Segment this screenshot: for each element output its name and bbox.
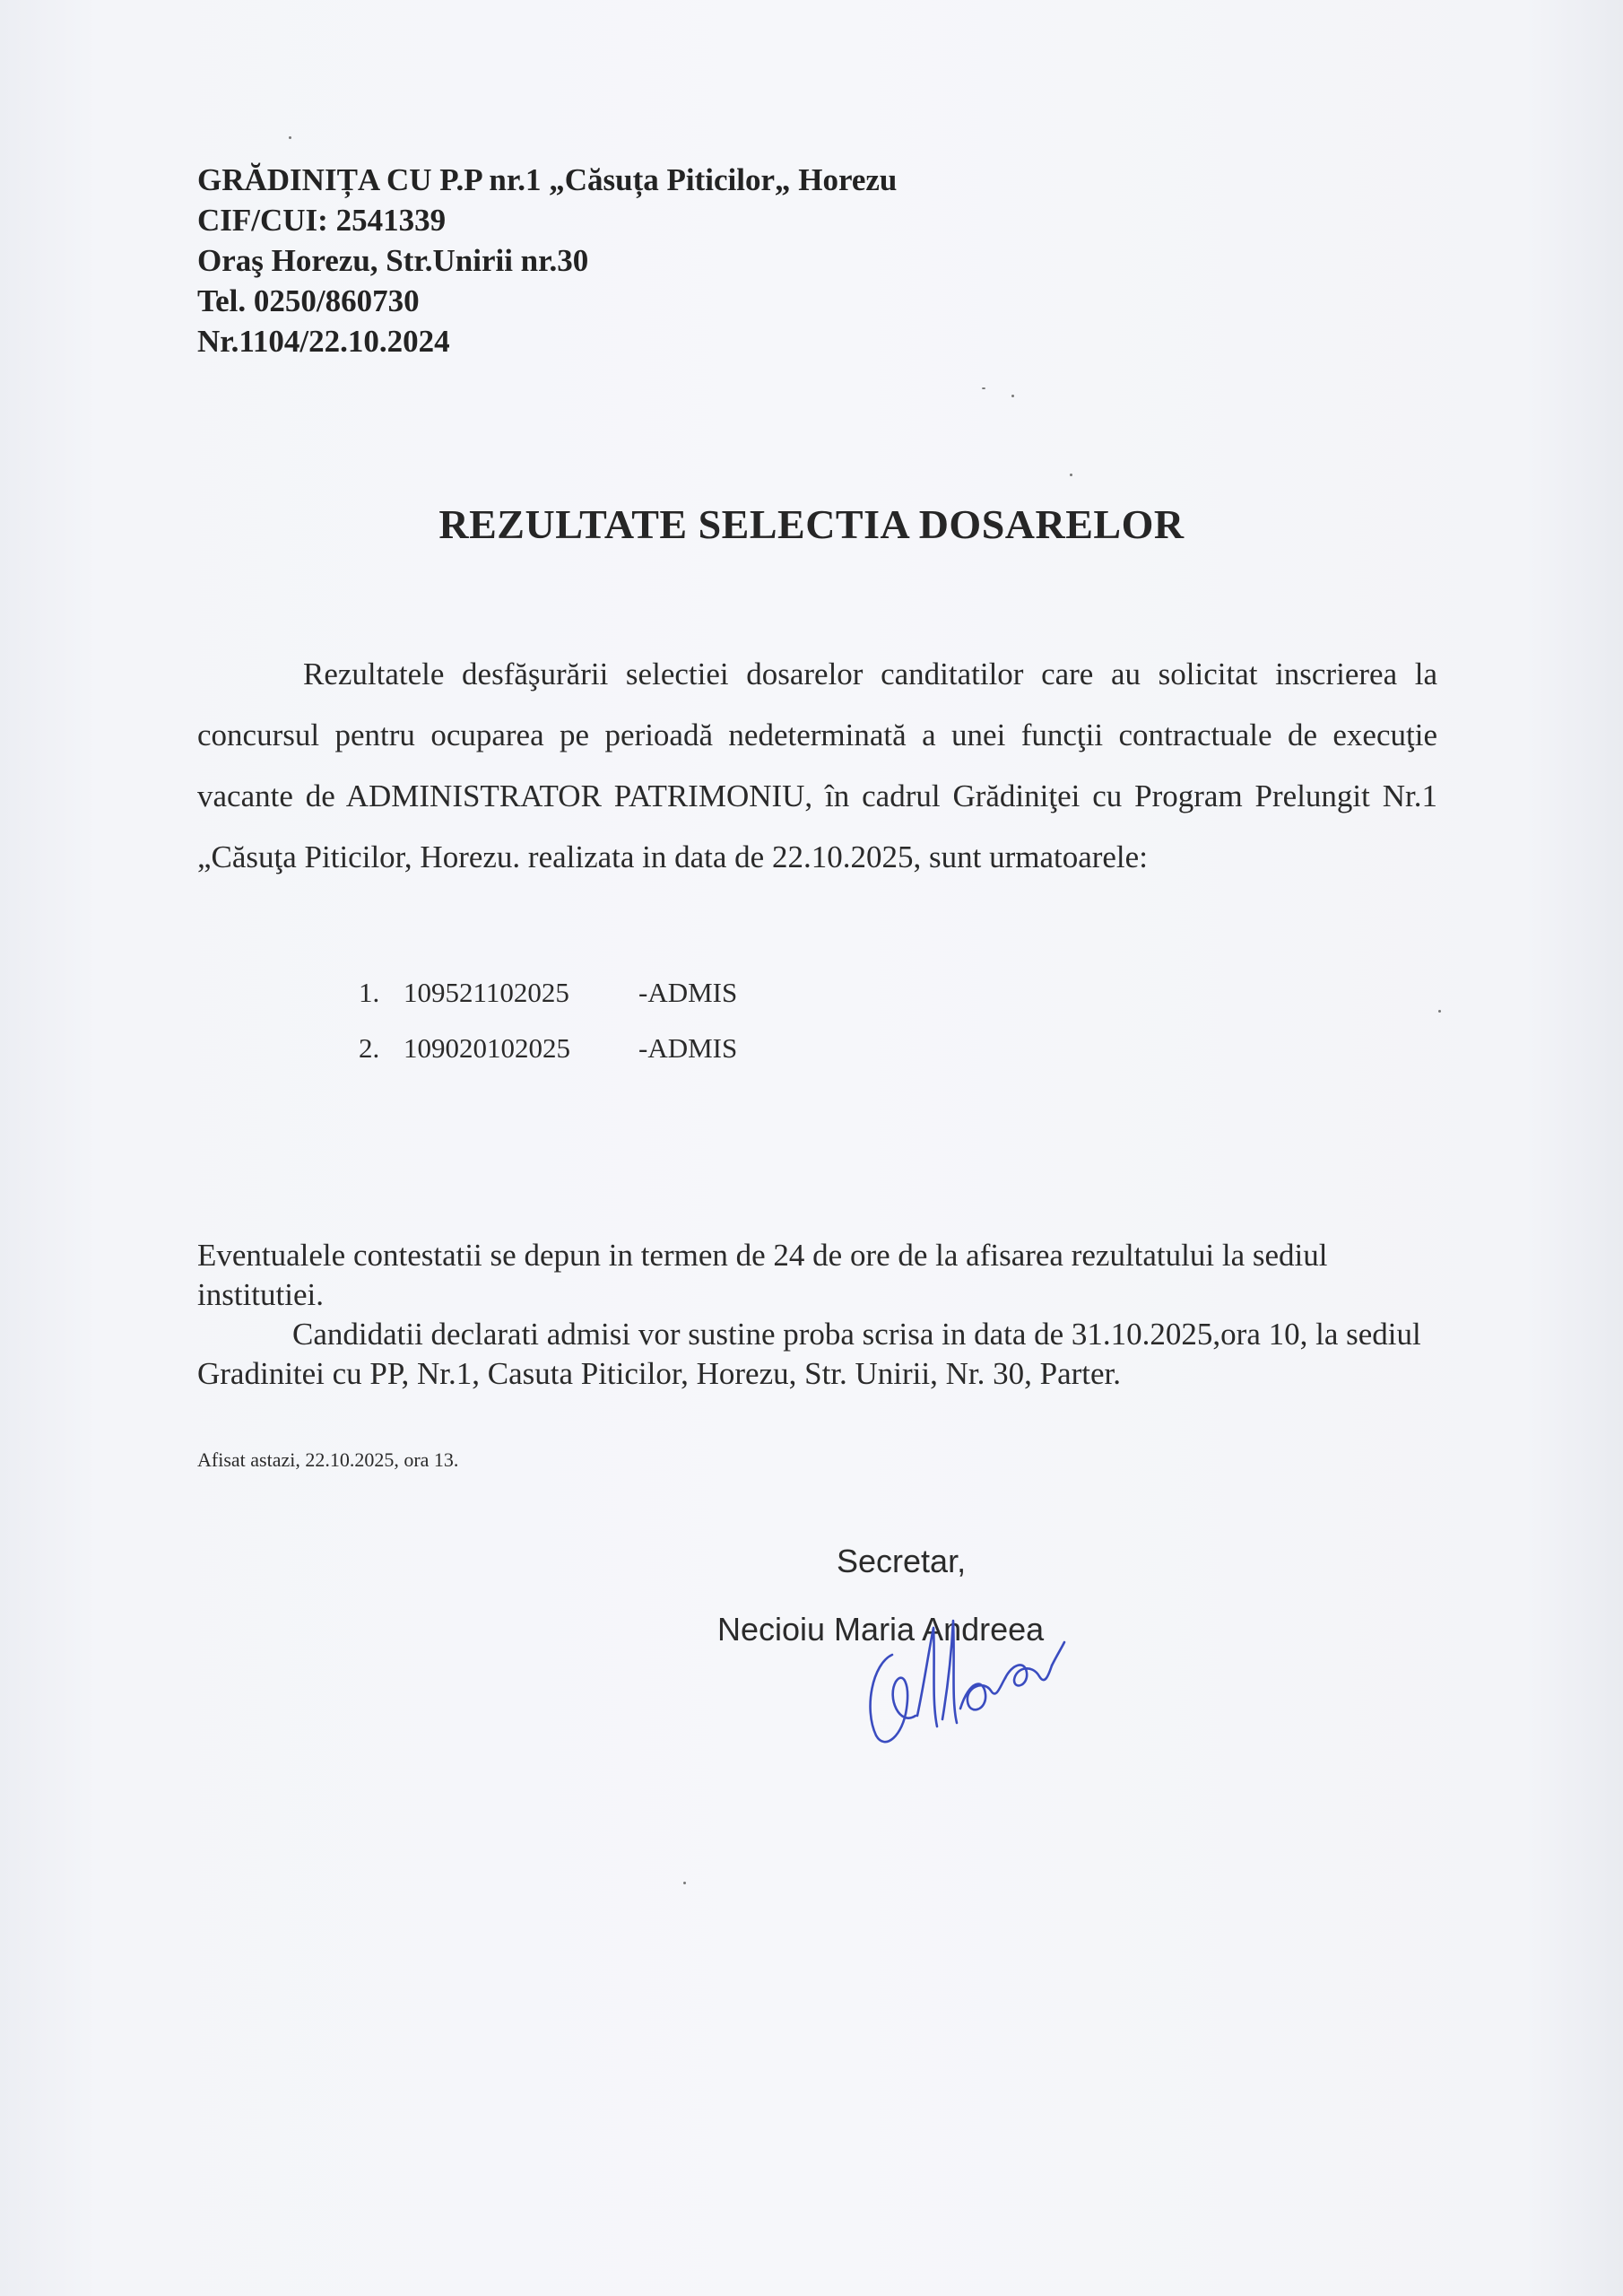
- results-intro-paragraph: Rezultatele desfăşurării selectiei dosarelor canditatilor care au solicitat inscrierea la concursul pentru ocuparea pe perioadă nedeterminată a unei funcţii contractuale de execuţie vacante de ADMINISTRATOR PATRIMONIU, în cadrul Grădiniţei cu Program Prelungit Nr.1 „Căsuţa Piticilor, Horezu. realizata in data de 22.10.2025, sunt urmatoarele:: [197, 657, 1437, 874]
- scan-speck: [1438, 1010, 1441, 1013]
- document-title: REZULTATE SELECTIA DOSARELOR: [438, 501, 1185, 547]
- handwritten-signature: [856, 1601, 1072, 1762]
- fiscal-code: CIF/CUI: 2541339: [197, 203, 447, 238]
- result-status: -ADMIS: [638, 977, 738, 1008]
- signer-name: Necioiu Maria Andreea: [717, 1611, 1045, 1648]
- registration-number: Nr.1104/22.10.2024: [197, 324, 450, 359]
- scan-speck: [289, 136, 291, 139]
- signer-role: Secretar,: [837, 1543, 967, 1579]
- scan-speck: [1070, 474, 1072, 476]
- results-list: [359, 965, 737, 1076]
- result-number: 1.: [359, 977, 380, 1008]
- notice-section: [197, 1236, 1444, 1394]
- scan-speck: [1011, 395, 1014, 397]
- candidate-code: 109521102025: [404, 977, 569, 1008]
- candidate-code: 109020102025: [404, 1032, 570, 1064]
- address: Oraş Horezu, Str.Unirii nr.30: [197, 243, 589, 278]
- scan-speck: [683, 1882, 686, 1884]
- posted-date: Afisat astazi, 22.10.2025, ora 13.: [197, 1448, 459, 1471]
- result-row: [359, 965, 737, 1021]
- exam-notice: Candidatii declarati admisi vor sustine proba scrisa in data de 31.10.2025,ora 10, la sediul Gradinitei cu PP, Nr.1, Casuta Piticilor, Horezu, Str. Unirii, Nr. 30, Parter.: [197, 1317, 1421, 1391]
- result-status: -ADMIS: [638, 1032, 738, 1064]
- result-row: [359, 1021, 737, 1076]
- result-number: 2.: [359, 1032, 380, 1064]
- scan-speck: [982, 387, 985, 389]
- contestation-notice: Eventualele contestatii se depun in termen de 24 de ore de la afisarea rezultatului la sediul institutiei.: [197, 1238, 1328, 1312]
- institution-name: GRĂDINIȚA CU P.P nr.1 „Căsuța Piticilor„ Horezu: [197, 162, 898, 197]
- phone: Tel. 0250/860730: [197, 283, 420, 318]
- institution-header: [197, 160, 897, 361]
